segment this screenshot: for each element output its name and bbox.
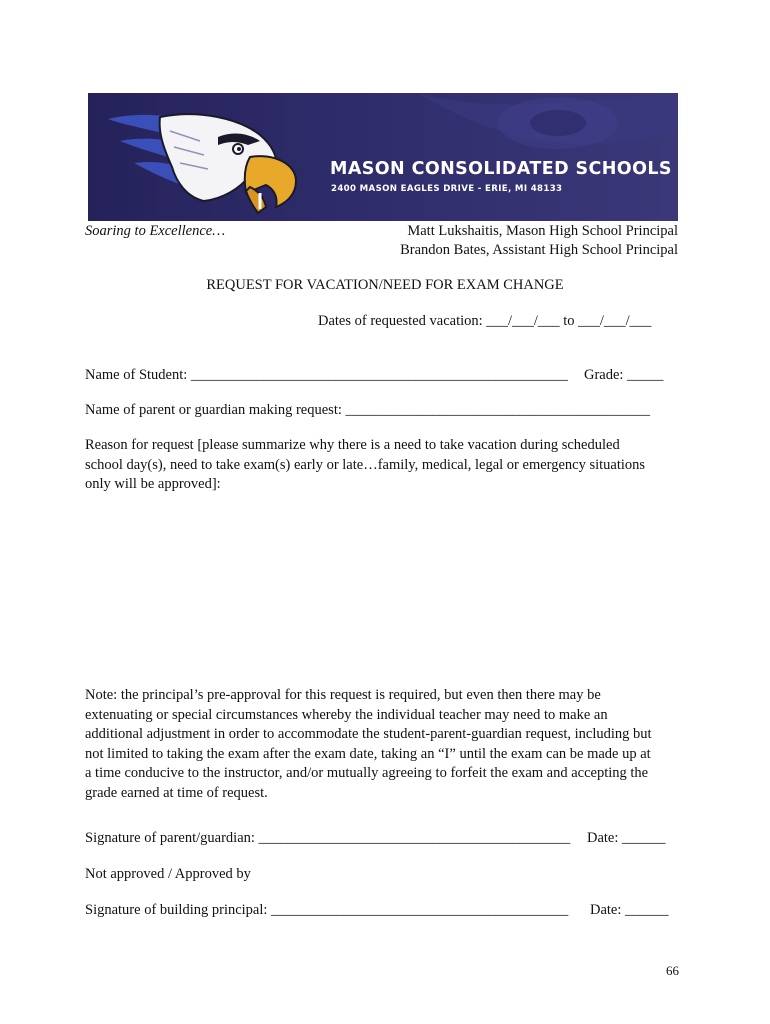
note-line: additional adjustment in order to accommodate the student-parent-guardian request, including but xyxy=(85,726,652,742)
school-motto: Soaring to Excellence… xyxy=(85,223,226,239)
note-line: a time conducive to the instructor, and/or mutually agreeing to forfeit the exam and accepting the xyxy=(85,765,649,781)
approval-status[interactable]: Not approved / Approved by xyxy=(85,866,251,882)
principal-signature-field[interactable]: Signature of building principal: _________________________________________ xyxy=(85,902,569,918)
reason-line: only will be approved]: xyxy=(85,476,221,492)
student-name-field[interactable]: Name of Student: ____________________________________________________ xyxy=(85,367,568,383)
reason-line: school day(s), need to take exam(s) early or late…family, medical, legal or emergency situations xyxy=(85,456,646,473)
grade-field[interactable]: Grade: _____ xyxy=(584,367,664,383)
principal-date-field[interactable]: Date: ______ xyxy=(590,902,669,918)
reason-paragraph xyxy=(85,436,685,495)
reason-answer-area[interactable] xyxy=(85,500,685,670)
assistant-principal-name: Brandon Bates, Assistant High School Principal xyxy=(400,242,678,258)
form-title: REQUEST FOR VACATION/NEED FOR EXAM CHANGE xyxy=(206,277,564,293)
note-line: extenuating or special circumstances whereby the individual teacher may need to make an xyxy=(85,706,608,723)
note-line: not limited to taking the exam after the exam date, taking an “I” until the exam can be made up at xyxy=(85,745,651,762)
note-line: grade earned at time of request. xyxy=(85,784,268,801)
header-banner xyxy=(88,93,678,221)
page-number: 66 xyxy=(666,963,679,978)
principal-name: Matt Lukshaitis, Mason High School Principal xyxy=(407,223,678,239)
parent-signature-field[interactable]: Signature of parent/guardian: ___________________________________________ xyxy=(85,830,571,846)
reason-line: Reason for request [please summarize why there is a need to take vacation during scheduled xyxy=(85,437,620,453)
note-line: Note: the principal’s pre-approval for this request is required, but even then there may be xyxy=(85,687,601,703)
note-paragraph xyxy=(85,686,685,803)
vacation-dates-field[interactable]: Dates of requested vacation: ___/___/___ to ___/___/___ xyxy=(318,313,652,329)
parent-name-field[interactable]: Name of parent or guardian making request: __________________________________________ xyxy=(85,402,651,418)
school-name: MASON CONSOLIDATED SCHOOLS xyxy=(330,159,672,179)
eagle-mascot-logo xyxy=(100,101,300,219)
parent-date-field[interactable]: Date: ______ xyxy=(587,830,666,846)
school-address: 2400 MASON EAGLES DRIVE - ERIE, MI 48133 xyxy=(331,184,563,194)
